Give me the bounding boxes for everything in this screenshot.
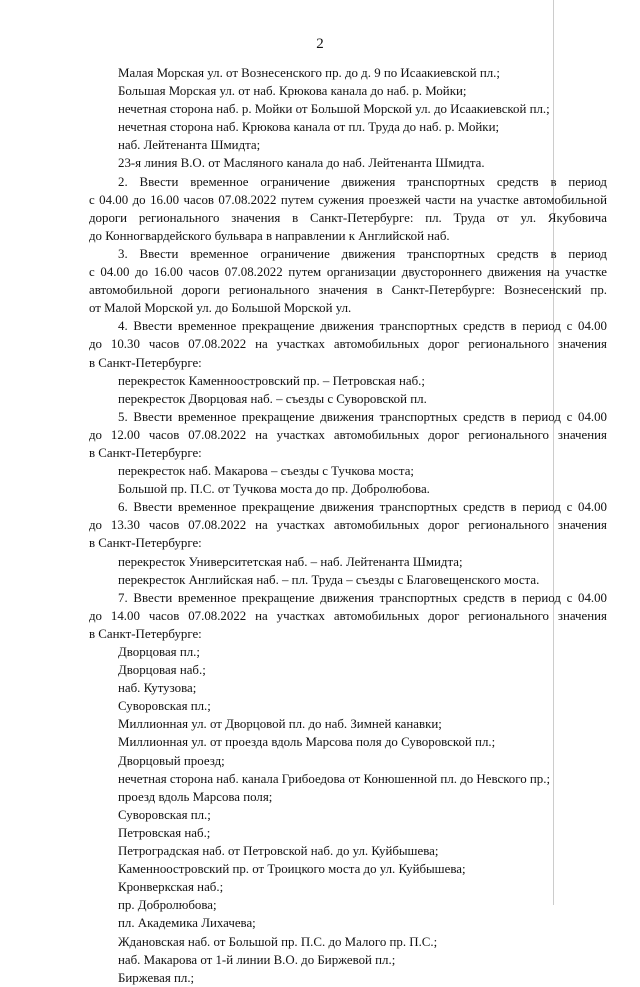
- text-line: 4. Ввести временное прекращение движения транспортных средств в период с 04.00: [118, 319, 607, 334]
- text-line: 5. Ввести временное прекращение движения транспортных средств в период с 04.00: [118, 409, 607, 424]
- text-line: 3. Ввести временное ограничение движения транспортных средств в период: [118, 246, 607, 261]
- text-line: Ждановская наб. от Большой пр. П.С. до Малого пр. П.С.;: [118, 934, 438, 949]
- text-line: перекресток Университетская наб. – наб. Лейтенанта Шмидта;: [118, 554, 463, 569]
- text-line: с 04.00 до 16.00 часов 07.08.2022 путем организации двустороннего движения на участке: [89, 265, 607, 280]
- text-line: Суворовская пл.;: [118, 699, 211, 714]
- text-line: до Конногвардейского бульвара в направлении к Английской наб.: [89, 228, 450, 243]
- text-line: Дворцовая наб.;: [118, 663, 206, 678]
- text-line: нечетная сторона наб. канала Грибоедова от Конюшенной пл. до Невского пр.;: [118, 771, 551, 786]
- text-line: от Малой Морской ул. до Большой Морской ул.: [89, 301, 352, 316]
- text-line: Миллионная ул. от Дворцовой пл. до наб. Зимней канавки;: [118, 717, 442, 732]
- page-number: 2: [316, 36, 324, 52]
- text-line: перекресток Английская наб. – пл. Труда – съезды с Благовещенского моста.: [118, 572, 540, 587]
- text-line: наб. Лейтенанта Шмидта;: [118, 138, 261, 153]
- text-line: пр. Добролюбова;: [118, 898, 217, 913]
- text-line: Каменноостровский пр. от Троицкого моста до ул. Куйбышева;: [118, 862, 466, 877]
- text-line: Дворцовая пл.;: [118, 645, 200, 659]
- text-line: проезд вдоль Марсова поля;: [118, 789, 273, 804]
- text-line: до 10.30 часов 07.08.2022 на участках автомобильных дорог регионального значения: [89, 337, 607, 352]
- text-line: перекресток Дворцовая наб. – съезды с Суворовской пл.: [118, 391, 427, 406]
- text-line: Большой пр. П.С. от Тучкова моста до пр. Добролюбова.: [118, 482, 430, 497]
- text-line: 6. Ввести временное прекращение движения транспортных средств в период с 04.00: [118, 500, 607, 515]
- text-line: 7. Ввести временное прекращение движения транспортных средств в период с 04.00: [118, 590, 607, 605]
- text-line: Петроградская наб. от Петровской наб. до ул. Куйбышева;: [118, 844, 439, 859]
- text-line: нечетная сторона наб. р. Мойки от Большой Морской ул. до Исаакиевской пл.;: [118, 102, 550, 117]
- text-line: в Санкт-Петербурге:: [89, 626, 202, 641]
- document-body: [89, 64, 607, 987]
- text-line: в Санкт-Петербурге:: [89, 536, 202, 551]
- text-line: Суворовская пл.;: [118, 807, 211, 822]
- text-line: автомобильной дороги регионального значения в Санкт-Петербурге: Вознесенский пр.: [89, 283, 607, 298]
- text-line: Биржевая пл.;: [118, 970, 195, 985]
- text-line: перекресток наб. Макарова – съезды с Тучкова моста;: [118, 464, 414, 479]
- text-line: дороги регионального значения в Санкт-Петербурге: пл. Труда от ул. Якубовича: [89, 210, 607, 225]
- text-line: в Санкт-Петербурге:: [89, 355, 202, 370]
- text-line: в Санкт-Петербурге:: [89, 445, 202, 460]
- text-line: с 04.00 до 16.00 часов 07.08.2022 путем сужения проезжей части на участке автомобильной: [89, 192, 607, 207]
- text-line: до 14.00 часов 07.08.2022 на участках автомобильных дорог регионального значения: [89, 608, 607, 623]
- text-line: Миллионная ул. от проезда вдоль Марсова поля до Суворовской пл.;: [118, 735, 496, 750]
- text-line: наб. Макарова от 1-й линии В.О. до Биржевой пл.;: [118, 952, 396, 967]
- text-line: перекресток Каменноостровский пр. – Петровская наб.;: [118, 373, 425, 388]
- text-line: Кронверкская наб.;: [118, 880, 224, 895]
- text-line: Большая Морская ул. от наб. Крюкова канала до наб. р. Мойки;: [118, 84, 467, 99]
- text-line: пл. Академика Лихачева;: [118, 916, 256, 931]
- text-line: до 13.30 часов 07.08.2022 на участках автомобильных дорог регионального значения: [89, 518, 607, 533]
- text-line: 2. Ввести временное ограничение движения транспортных средств в период: [118, 174, 607, 189]
- text-line: Малая Морская ул. от Вознесенского пр. до д. 9 по Исаакиевской пл.;: [118, 66, 500, 80]
- text-line: наб. Кутузова;: [118, 681, 197, 696]
- text-line: Дворцовый проезд;: [118, 753, 225, 768]
- text-line: до 12.00 часов 07.08.2022 на участках автомобильных дорог регионального значения: [89, 427, 607, 442]
- text-line: 23-я линия В.О. от Масляного канала до наб. Лейтенанта Шмидта.: [118, 156, 485, 171]
- text-line: Петровская наб.;: [118, 825, 211, 840]
- text-line: нечетная сторона наб. Крюкова канала от пл. Труда до наб. р. Мойки;: [118, 120, 500, 135]
